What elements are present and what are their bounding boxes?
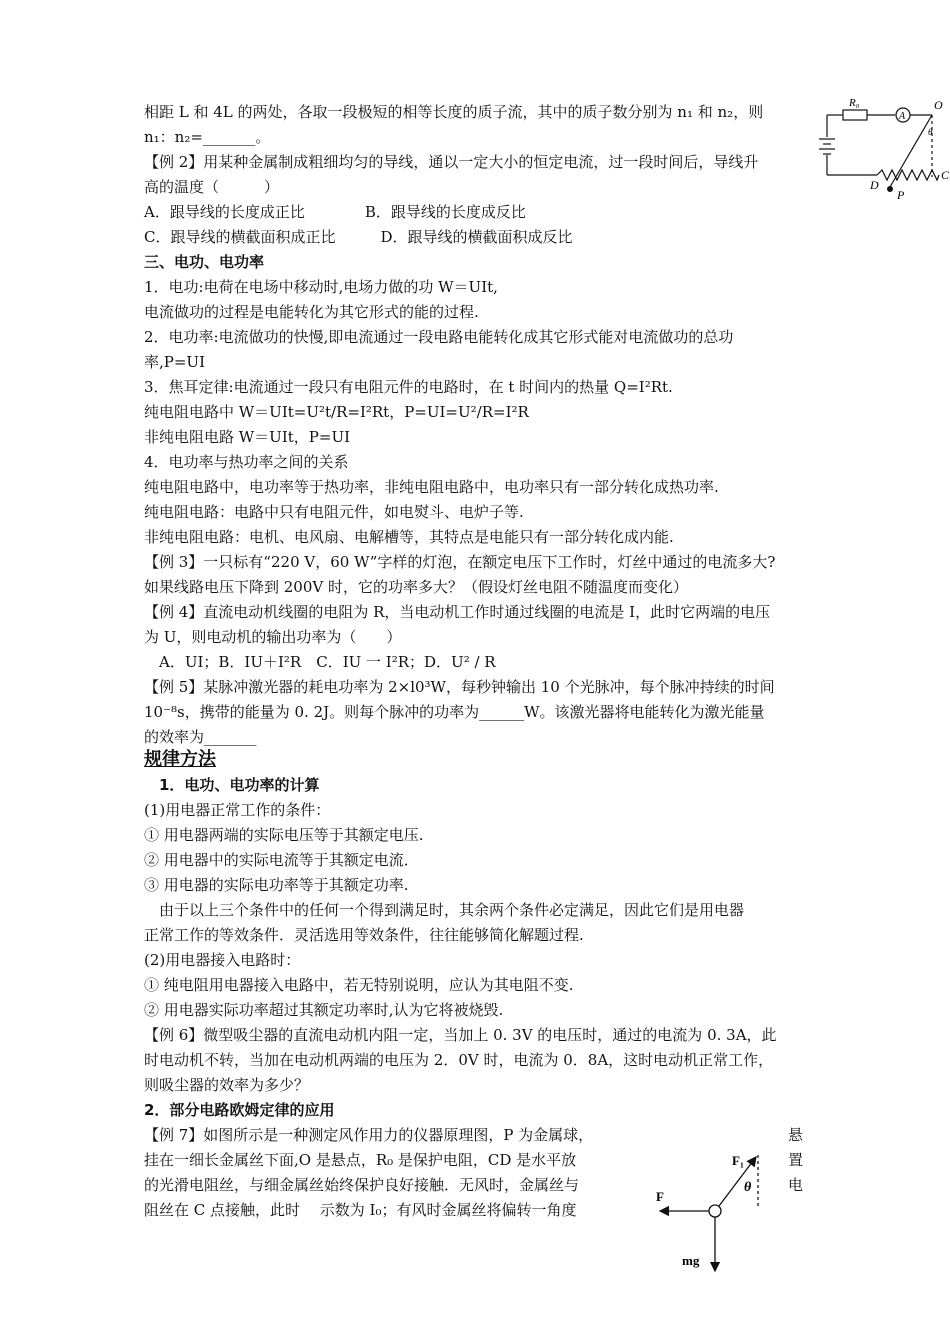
label-f: F (656, 1189, 664, 1204)
text-line: 10⁻⁸s，携带的能量为 0. 2J。则每个脉冲的功率为______W。该激光器将电能转化为激光能量 (144, 703, 765, 721)
text-line: 时电动机不转，当加在电动机两端的电压为 2．0V 时，电流为 0．8A，这时电动机正常工作， (144, 1051, 774, 1069)
label-theta: θ (928, 127, 933, 137)
text-line: 【例 5】某脉冲激光器的耗电功率为 2×l0³W，每秒钟输出 10 个光脉冲，每个脉冲持续的时间 (144, 678, 775, 696)
force-diagram (650, 1145, 790, 1280)
label-o: O (934, 98, 943, 112)
section-heading: 规律方法 (144, 749, 216, 770)
text-line: 电流做功的过程是电能转化为其它形式的能的过程. (144, 303, 479, 321)
text-line: 2．电功率:电流做功的快慢,即电流通过一段电路电能转化成其它形式能对电流做功的总功 (144, 328, 734, 346)
text-line: 挂在一细长金属丝下面,O 是悬点，R₀ 是保护电阻，CD 是水平放 (144, 1151, 577, 1169)
text-line: 由于以上三个条件中的任何一个得到满足时，其余两个条件必定满足，因此它们是用电器 (144, 901, 745, 919)
text-line: 4．电功率与热功率之间的关系 (144, 453, 349, 471)
text-fragment: 置 (788, 1151, 804, 1169)
label-theta: θ (744, 1180, 752, 1195)
circuit-diagram (815, 95, 950, 205)
text-line: ③ 用电器的实际电功率等于其额定功率. (144, 876, 409, 894)
metal-ball (887, 186, 893, 192)
text-line: 的光滑电阻丝，与细金属丝始终保护良好接触．无风时，金属丝与 (144, 1176, 580, 1194)
text-line: 为 U，则电动机的输出功率为（ ） (144, 628, 402, 646)
text-line: 纯电阻电路：电路中只有电阻元件，如电熨斗、电炉子等. (144, 503, 524, 521)
text-line: 3．焦耳定律:电流通过一段只有电阻元件的电路时，在 t 时间内的热量 Q=I²Rt. (144, 378, 673, 396)
text-line: A．跟导线的长度成正比 B．跟导线的长度成反比 (144, 203, 526, 221)
label-p: P (897, 188, 905, 202)
label-r0: R₀ (849, 97, 860, 109)
text-fragment: 电 (788, 1176, 804, 1194)
text-line: ① 纯电阻用电器接入电路中，若无特别说明，应认为其电阻不变. (144, 976, 574, 994)
text-line: 非纯电阻电路 W＝UIt，P=UI (144, 428, 351, 446)
subsection-heading: 1．电功、电功率的计算 (144, 776, 320, 794)
text-line: 【例 4】直流电动机线圈的电阻为 R，当电动机工作时通过线圈的电流是 I，此时它两端的电压 (144, 603, 771, 621)
text-line: (2)用电器接入电路时： (144, 951, 301, 969)
subsection-heading: 2．部分电路欧姆定律的应用 (144, 1101, 335, 1119)
text-line: 【例 3】一只标有“220 V，60 W”字样的灯泡，在额定电压下工作时，灯丝中通过的电流多大? (144, 553, 776, 571)
text-line: 正常工作的等效条件．灵活选用等效条件，往往能够简化解题过程. (144, 926, 584, 944)
text-line: ② 用电器实际功率超过其额定功率时,认为它将被烧毁. (144, 1001, 504, 1019)
resistor-r0 (843, 110, 867, 120)
label-f1: F₁ (732, 1153, 744, 1168)
text-line: 如果线路电压下降到 200V 时，它的功率多大？（假设灯丝电阻不随温度而变化） (144, 578, 689, 596)
section-heading: 三、电功、电功率 (144, 253, 265, 271)
text-line: n₁：n₂=_______。 (144, 128, 271, 146)
text-line: 【例 7】如图所示是一种测定风作用力的仪器原理图，P 为金属球， (144, 1126, 594, 1144)
text-line: ② 用电器中的实际电流等于其额定电流． (144, 851, 419, 869)
label-c: C (941, 168, 950, 182)
text-line: 相距 L 和 4L 的两处，各取一段极短的相等长度的质子流，其中的质子数分别为 n₁ 和 n₂，则 (144, 103, 764, 121)
text-line: 率,P=UI (144, 353, 205, 371)
text-line: C．跟导线的横截面积成正比 D．跟导线的横截面积成反比 (144, 228, 573, 246)
text-line: 阻丝在 C 点接触，此时 示数为 I₀；有风时金属丝将偏转一角度 (144, 1201, 577, 1219)
text-line: 高的温度（ ） (144, 178, 280, 196)
text-line: 1．电功:电荷在电场中移动时,电场力做的功 W＝UIt, (144, 278, 498, 296)
text-line: 则吸尘器的效率为多少？ (144, 1076, 310, 1094)
label-ammeter: A (899, 111, 906, 122)
text-line: 【例 6】微型吸尘器的直流电动机内阻一定，当加上 0. 3V 的电压时，通过的电流为 0. 3A，此 (144, 1026, 777, 1044)
text-line: ① 用电器两端的实际电压等于其额定电压. (144, 826, 424, 844)
text-line: 的效率为_______ (144, 728, 257, 746)
text-line: (1)用电器正常工作的条件： (144, 801, 331, 819)
text-line: 非纯电阻电路：电机、电风扇、电解槽等，其特点是电能只有一部分转化成内能. (144, 528, 674, 546)
text-line: 【例 2】用某种金属制成粗细均匀的导线，通以一定大小的恒定电流，过一段时间后，导线升 (144, 153, 759, 171)
text-line: 纯电阻电路中，电功率等于热功率，非纯电阻电路中，电功率只有一部分转化成热功率. (144, 478, 719, 496)
label-mg: mg (682, 1253, 700, 1268)
text-line: 纯电阻电路中 W＝UIt=U²t/R=I²Rt，P=UI=U²/R=I²R (144, 403, 529, 421)
label-d: D (870, 178, 879, 192)
text-fragment: 悬 (788, 1126, 804, 1144)
text-line: A．UI；B．IU＋I²R C．IU 一 I²R；D．U² / R (144, 653, 496, 671)
